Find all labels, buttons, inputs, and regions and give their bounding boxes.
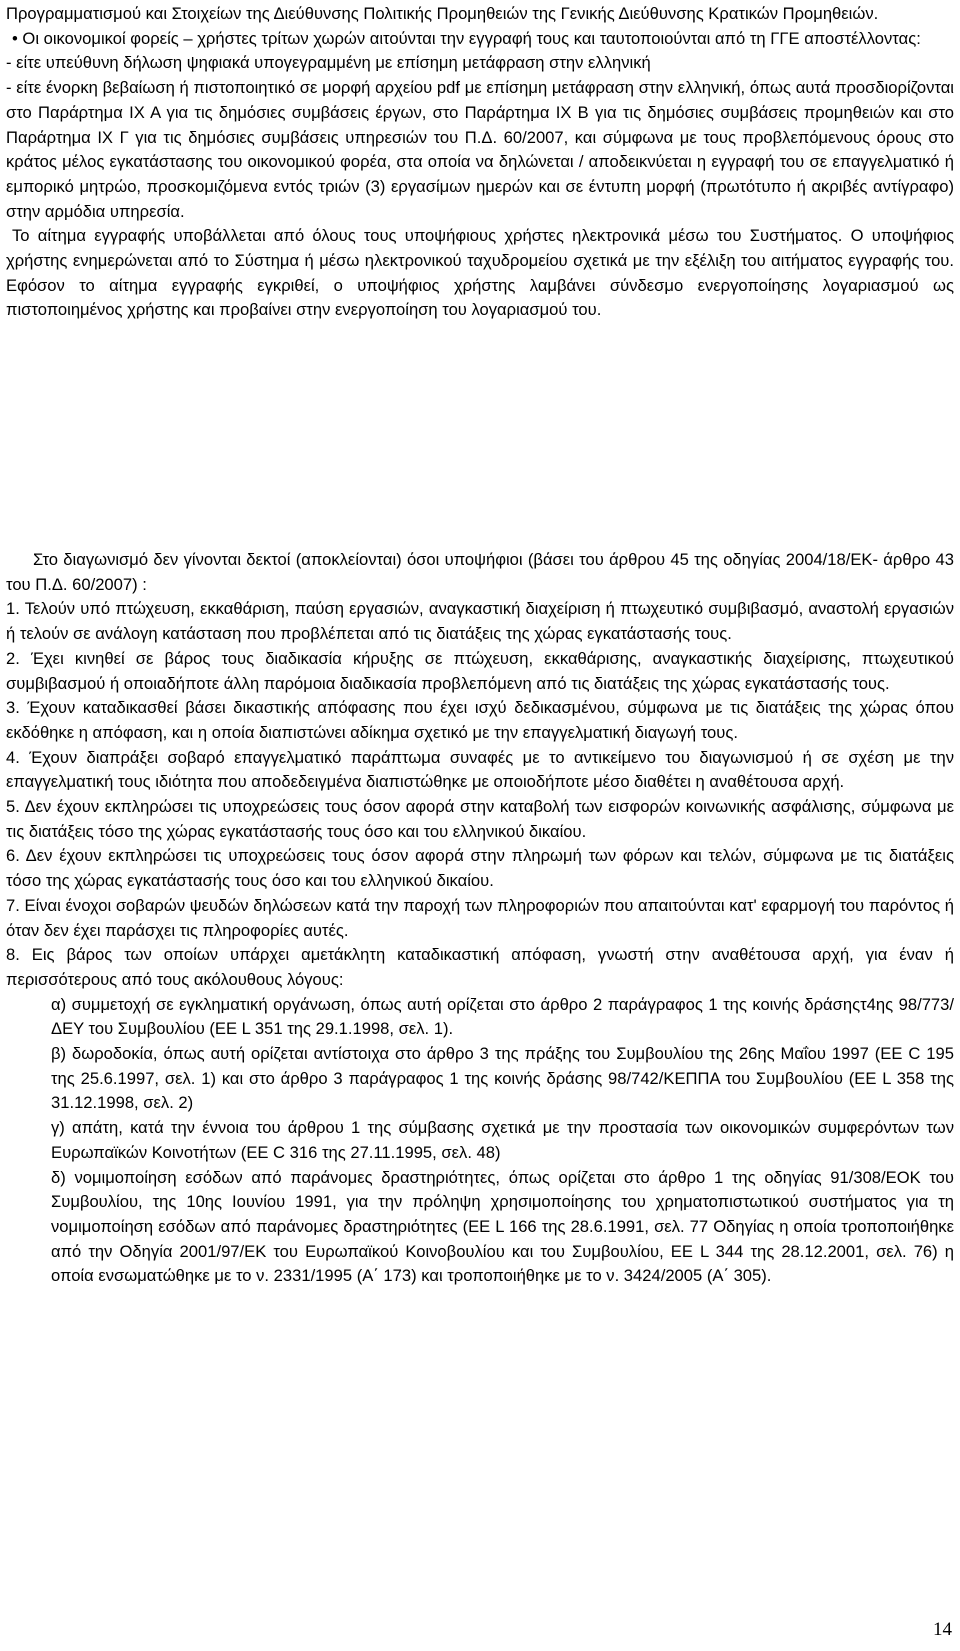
dash-item-declaration: - είτε υπεύθυνη δήλωση ψηφιακά υπογεγραμμένη με επίσημη μετάφραση στην ελληνική: [6, 53, 651, 73]
paragraph-continuation: Προγραμματισμού και Στοιχείων της Διεύθυνσης Πολιτικής Προμηθειών της Γενικής Διεύθυνσης Κρατικών Προμηθειών.: [6, 4, 879, 23]
exclusion-subitem: γ) απάτη, κατά την έννοια του άρθρου 1 της σύμβασης σχετικά με την προστασία των οικονομικών συμφερόντων των Ευρωπαϊκών Κοινοτήτων (ΕΕ C 316 της 27.11.1995, σελ. 48): [51, 1118, 954, 1162]
exclusion-item: 3. Έχουν καταδικασθεί βάσει δικαστικής απόφασης που έχει ισχύ δεδικασμένου, σύμφωνα με τις διατάξεις της χώρας όπου εκδόθηκε η απόφαση, και η οποία διαπιστώνει αδίκημα σχετικό με την επαγγελματική διαγωγή τους.: [6, 698, 954, 742]
paragraph-registration-request: Το αίτημα εγγραφής υποβάλλεται από όλους τους υποψήφιους χρήστες ηλεκτρονικά μέσω του Συστήματος. Ο υποψήφιος χρήστης ενημερώνεται από το Σύστημα ή μέσω ηλεκτρονικού ταχυδρομείου σχετικά με την εξέλιξη του αιτήματος εγγραφής του. Εφόσον το αίτημα εγγραφής εγκριθεί, ο υποψήφιος χρήστης λαμβάνει σύνδεσμο ενεργοποίησης λογαριασμού ως πιστοποιημένος χρήστης και προβαίνει στην ενεργοποίηση του λογαριασμού του.: [6, 226, 954, 320]
registration-section: [6, 2, 954, 323]
exclusion-item: 8. Εις βάρος των οποίων υπάρχει αμετάκλητη καταδικαστική απόφαση, γνωστή στην αναθέτουσα αρχή, για έναν ή περισσότερους από τους ακόλουθους λόγους:: [6, 945, 954, 989]
exclusion-item: 2. Έχει κινηθεί σε βάρος τους διαδικασία κήρυξης σε πτώχευση, εκκαθάρισης, αναγκαστικής διαχείρισης, πτωχευτικού συμβιβασμού ή οποιαδήποτε άλλη παρόμοια διαδικασία προβλεπόμενη από τις διατάξεις της χώρας εγκατάστασής τους.: [6, 648, 954, 693]
exclusion-section: [6, 548, 954, 1289]
exclusion-subitem: δ) νομιμοποίηση εσόδων από παράνομες δραστηριότητες, όπως ορίζεται στο άρθρο 1 της οδηγίας 91/308/ΕΟΚ του Συμβουλίου, της 10ης Ιουνίου 1991, για την πρόληψη χρησιμοποίησης του χρηματοπιστωτικού συστήματος για τη νομιμοποίηση εσόδων από παράνομες δραστηριότητες (ΕΕ L 166 της 28.6.1991, σελ. 77 Οδηγίας η οποία τροποποιήθηκε από την Οδηγία 2001/97/ΕΚ του Ευρωπαϊκού Κοινοβουλίου και του Συμβουλίου, ΕΕ L 344 της 28.12.2001, σελ. 76) η οποία ενσωματώθηκε με το ν. 2331/1995 (Α΄ 173) και τροποποιήθηκε με το ν. 3424/2005 (Α΄ 305).: [51, 1167, 954, 1286]
exclusion-item: 6. Δεν έχουν εκπληρώσει τις υποχρεώσεις τους όσον αφορά στην πληρωμή των φόρων και τελών, σύμφωνα με τις διατάξεις τόσο της χώρας εγκατάστασής τους όσο και του ελληνικού δικαίου.: [6, 846, 954, 891]
exclusion-subitem: β) δωροδοκία, όπως αυτή ορίζεται αντίστοιχα στο άρθρο 3 της πράξης του Συμβουλίου της 26ης Μαΐου 1997 (ΕΕ C 195 της 25.6.1997, σελ. 1) και στο άρθρο 3 παράγραφος 1 της κοινής δράσης 98/742/ΚΕΠΠΑ του Συμβουλίου (ΕΕ L 358 της 31.12.1998, σελ. 2): [51, 1044, 954, 1113]
bullet-third-country-operators: • Οι οικονομικοί φορείς – χρήστες τρίτων χωρών αιτούνται την εγγραφή τους και ταυτοποιούνται από τη ΓΓΕ αποστέλλοντας:: [12, 28, 921, 48]
exclusion-item: 7. Είναι ένοχοι σοβαρών ψευδών δηλώσεων κατά την παροχή των πληροφοριών που απαιτούνται κατ' εφαρμογή του παρόντος ή όταν δεν έχει παράσχει τις πληροφορίες αυτές.: [6, 895, 954, 940]
exclusion-item: 1. Τελούν υπό πτώχευση, εκκαθάριση, παύση εργασιών, αναγκαστική διαχείριση ή πτωχευτικό συμβιβασμό, αναστολή εργασιών ή τελούν σε ανάλογη κατάσταση που προβλέπεται από τις διατάξεις της χώρας εγκατάστασής τους.: [6, 599, 954, 644]
exclusion-subitem: α) συμμετοχή σε εγκληματική οργάνωση, όπως αυτή ορίζεται στο άρθρο 2 παράγραφος 1 της κοινής δράσηςτ4ης 98/773/ΔΕΥ του Συμβουλίου (EE L 351 της 29.1.1998, σελ. 1).: [51, 994, 954, 1039]
page-number: 14: [933, 1619, 952, 1640]
paragraph-exclusion-intro: Στο διαγωνισμό δεν γίνονται δεκτοί (αποκλείονται) όσοι υποψήφιοι (βάσει του άρθρου 45 της οδηγίας 2004/18/ΕΚ- άρθρο 43 του Π.Δ. 60/2007) :: [6, 550, 954, 594]
dash-item-affidavit: - είτε ένορκη βεβαίωση ή πιστοποιητικό σε μορφή αρχείου pdf με επίσημη μετάφραση στην ελληνική, όπως αυτά προσδιορίζονται στο Παράρτημα ΙΧ Α για τις δημόσιες συμβάσεις έργων, στο Παράρτημα ΙΧ Β για τις δημόσιες συμβάσεις προμηθειών και στο Παράρτημα ΙΧ Γ για τις δημόσιες συμβάσεις υπηρεσιών του Π.Δ. 60/2007, και σύμφωνα με τους προβλεπόμενους όρους στο κράτος μέλος εγκατάστασης του οικονομικού φορέα, στα οποία να δηλώνεται / αποδεικνύεται η εγγραφή του σε επαγγελματικό ή εμπορικό μητρώο, προσκομιζόμενα εντός τριών (3) εργασίμων ημερών και σε έντυπη μορφή (πρωτότυπο ή ακριβές αντίγραφο) στην αρμόδια υπηρεσία.: [6, 78, 954, 221]
exclusion-item: 4. Έχουν διαπράξει σοβαρό επαγγελματικό παράπτωμα συναφές με το αντικείμενο του διαγωνισμού ή σε σχέση με την επαγγελματική τους ιδιότητα που αποδεδειγμένα διαπιστώθηκε με οποιοδήποτε μέσο διαθέτει η αναθέτουσα αρχή.: [6, 747, 954, 792]
exclusion-item: 5. Δεν έχουν εκπληρώσει τις υποχρεώσεις τους όσον αφορά στην καταβολή των εισφορών κοινωνικής ασφάλισης, σύμφωνα με τις διατάξεις τόσο της χώρας εγκατάστασής τους όσο και του ελληνικού δικαίου.: [6, 797, 954, 841]
